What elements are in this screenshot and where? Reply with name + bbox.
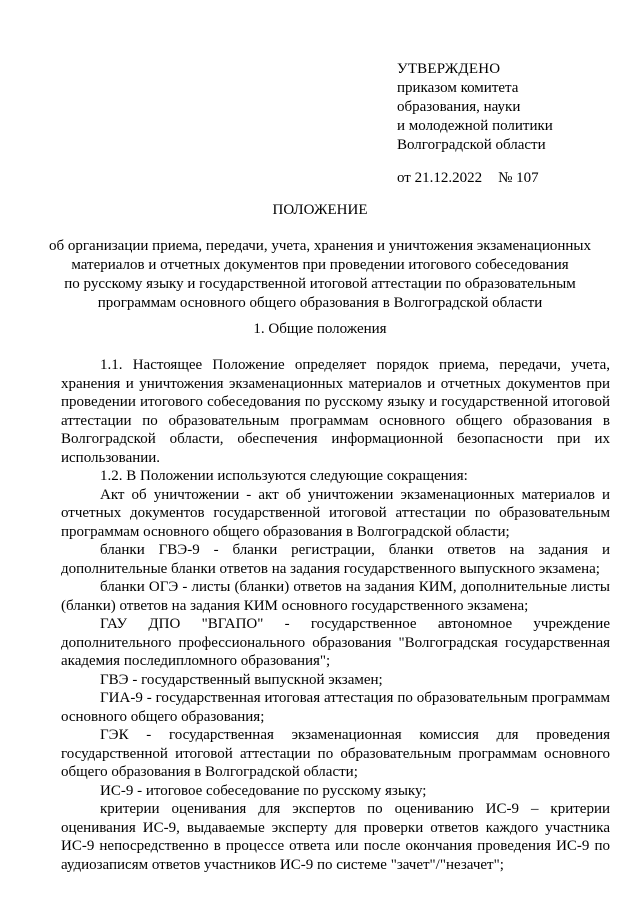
paragraph: бланки ГВЭ-9 - бланки регистрации, бланки ответов на задания и дополнительные бланки ответов на задания государственного выпускного экзамена; — [61, 542, 610, 577]
approval-block — [397, 60, 553, 155]
order-date: от 21.12.2022 — [397, 170, 483, 186]
paragraph: ИС-9 - итоговое собеседование по русскому языку; — [100, 782, 427, 799]
order-reference — [397, 169, 539, 188]
approval-line: образования, науки — [397, 99, 521, 115]
approval-line: приказом комитета — [397, 80, 519, 96]
paragraph: ГАУ ДПО "ВГАПО" - государственное автономное учреждение дополнительного профессионального образования "Волгоградская государственная академия последипломного образования"; — [61, 616, 610, 669]
paragraph: 1.1. Настоящее Положение определяет порядок приема, передачи, учета, хранения и уничтожения экзаменационных материалов и отчетных документов при проведении итогового собеседования по русскому языку и государственной итоговой аттестации по образовательным программам основного общего образования в Волгоградской области, обеспечения информационной безопасности при их использовании. — [61, 357, 610, 466]
approval-line: и молодежной политики — [397, 118, 553, 134]
approval-line: Волгоградской области — [397, 137, 546, 153]
approval-stamp: УТВЕРЖДЕНО — [397, 61, 501, 77]
subtitle-line: программам основного общего образования в Волгоградской области — [97, 295, 543, 311]
document-body — [61, 356, 610, 874]
subtitle-line: материалов и отчетных документов при проведении итогового собеседования — [71, 257, 569, 273]
subtitle-line: об организации приема, передачи, учета, хранения и уничтожения экзаменационных — [49, 238, 591, 254]
order-number: № 107 — [498, 170, 539, 186]
paragraph: бланки ОГЭ - листы (бланки) ответов на задания КИМ, дополнительные листы (бланки) ответов на задания КИМ основного государственного экзамена; — [61, 579, 610, 614]
paragraph: ГВЭ - государственный выпускной экзамен; — [100, 671, 383, 688]
paragraph: критерии оценивания для экспертов по оцениванию ИС-9 – критерии оценивания ИС-9, выдаваемые эксперту для проверки ответов каждого участника ИС-9 непосредственно в процессе ответа или после окончания проведения ИС-9 по аудиозаписям ответов участников ИС-9 по системе "зачет"/"незачет"; — [61, 801, 610, 873]
paragraph: ГИА-9 - государственная итоговая аттестация по образовательным программам основного общего образования; — [61, 690, 610, 725]
subtitle-line: по русскому языку и государственной итоговой аттестации по образовательным — [64, 276, 576, 292]
document-subtitle — [40, 237, 600, 313]
section-title: 1. Общие положения — [253, 321, 387, 337]
paragraph: Акт об уничтожении - акт об уничтожении экзаменационных материалов и отчетных документов государственной итоговой аттестации по образовательным программам основного общего образования в Волгоградской области; — [61, 486, 610, 540]
paragraph: ГЭК - государственная экзаменационная комиссия для проведения государственной итоговой аттестации по образовательным программам основного общего образования в Волгоградской области; — [61, 727, 610, 780]
document-title: ПОЛОЖЕНИЕ — [272, 202, 368, 218]
paragraph: 1.2. В Положении используются следующие сокращения: — [100, 468, 468, 484]
